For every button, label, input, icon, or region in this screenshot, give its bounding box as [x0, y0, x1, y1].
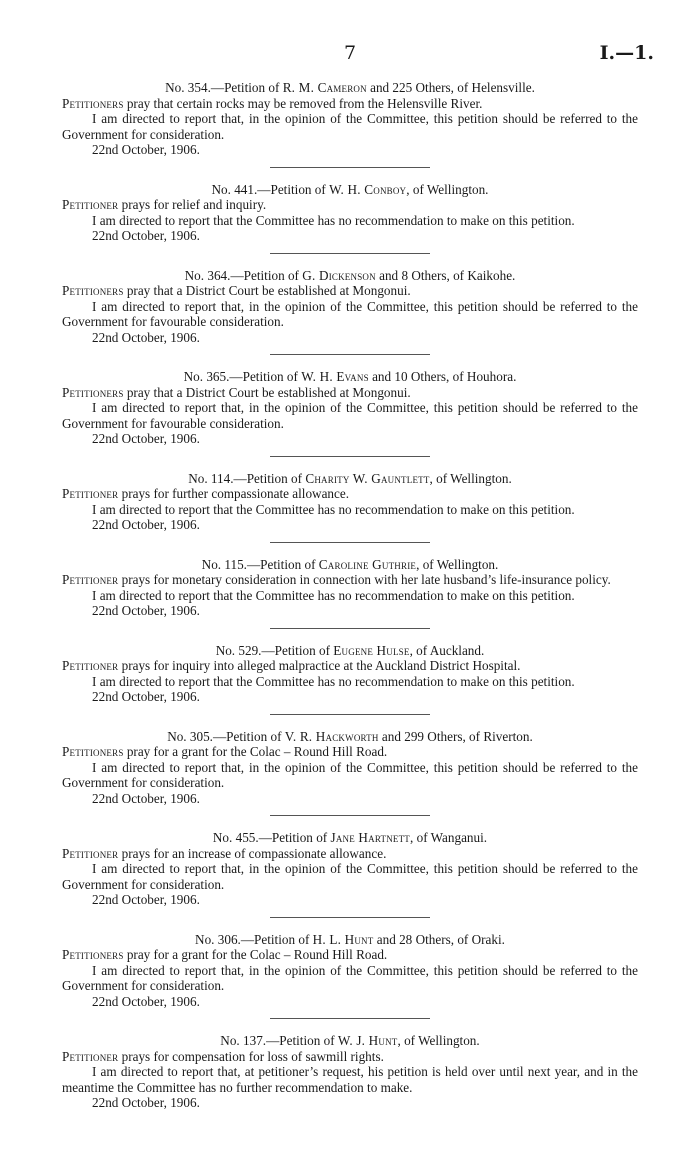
report-date: 22nd October, 1906. — [92, 689, 200, 704]
petition-entry — [62, 182, 638, 254]
petition-origin: , of Wellington. — [416, 556, 499, 572]
petition-entry — [62, 1033, 638, 1111]
committee-report: I am directed to report that the Committee has no recommendation to make on this petition. — [92, 673, 575, 689]
heading-connector: —Petition of — [266, 1033, 338, 1048]
petition-entry — [62, 80, 638, 168]
petition-prayer — [62, 385, 638, 401]
heading-connector: —Petition of — [233, 470, 306, 486]
petitioner-name: Caroline Guthrie — [318, 556, 417, 572]
petition-opening: Petitioners — [62, 384, 124, 400]
petitioner-name: G. Dickenson — [302, 267, 376, 283]
heading-connector: —Petition of — [212, 728, 285, 744]
petition-heading — [62, 557, 638, 573]
petitioner-name: Eugene Hulse — [333, 642, 410, 658]
petition-opening: Petitioner — [62, 197, 119, 212]
petition-heading — [62, 1033, 638, 1049]
report-date: 22nd October, 1906. — [92, 228, 200, 243]
committee-report: I am directed to report that, in the opinion of the Committee, this petition should be referred to the Government for favourable consideration. — [62, 298, 638, 329]
petition-number: No. 529. — [215, 642, 262, 658]
petition-origin: , of Wanganui. — [410, 830, 488, 845]
heading-connector: —Petition of — [229, 369, 302, 384]
petition-number: No. 305. — [167, 728, 213, 744]
petition-prayer — [62, 846, 638, 862]
prayer-text: pray that a District Court be established at Mongonui. — [123, 283, 411, 298]
report-date: 22nd October, 1906. — [92, 142, 200, 157]
separator-rule — [270, 714, 430, 715]
petition-heading — [62, 471, 638, 487]
report-date: 22nd October, 1906. — [92, 790, 200, 806]
petitioner-name: Charity W. Gauntlett — [305, 470, 430, 486]
petition-heading — [62, 268, 638, 284]
petition-origin: and 225 Others, of Helensville. — [366, 80, 535, 95]
prayer-text: pray that certain rocks may be removed from the Helensville River. — [123, 95, 483, 111]
prayer-text: prays for further compassionate allowance. — [118, 486, 350, 501]
document-reference: I.—1. — [599, 42, 654, 64]
petition-prayer — [62, 283, 638, 299]
petition-prayer — [62, 658, 638, 674]
page-number: 7 — [343, 42, 357, 64]
separator-rule — [270, 917, 430, 918]
petition-entry — [62, 268, 638, 356]
petition-entry — [62, 932, 638, 1020]
petition-number: No. 354. — [165, 80, 211, 95]
petition-origin: and 10 Others, of Houhora. — [368, 369, 517, 384]
petitioner-name: W. H. Evans — [301, 369, 369, 384]
report-date: 22nd October, 1906. — [92, 603, 200, 618]
separator-rule — [270, 456, 430, 457]
report-date: 22nd October, 1906. — [92, 517, 200, 532]
petition-number: No. 455. — [212, 830, 259, 845]
report-date: 22nd October, 1906. — [92, 892, 200, 907]
petition-prayer — [62, 96, 638, 112]
petition-opening: Petitioner — [62, 1048, 119, 1064]
report-date: 22nd October, 1906. — [92, 1095, 200, 1110]
petition-heading — [62, 830, 638, 846]
petition-opening: Petitioner — [62, 486, 119, 501]
petition-number: No. 114. — [188, 470, 234, 486]
petition-heading — [62, 80, 638, 96]
petition-heading — [62, 932, 638, 948]
committee-report: I am directed to report that, in the opinion of the Committee, this petition should be referred to the Government for favourable consideration. — [62, 400, 638, 431]
committee-report: I am directed to report that the Committee has no recommendation to make on this petition. — [92, 501, 575, 517]
heading-connector: —Petition of — [246, 556, 319, 572]
heading-connector: —Petition of — [210, 80, 283, 95]
petition-number: No. 365. — [183, 369, 230, 384]
heading-connector: —Petition of — [240, 931, 313, 947]
committee-report: I am directed to report that the Committee has no recommendation to make on this petition. — [92, 212, 575, 228]
petition-entry — [62, 557, 638, 629]
committee-report: I am directed to report that, in the opinion of the Committee, this petition should be referred to the Government for consideration. — [62, 861, 638, 892]
petition-heading — [62, 729, 638, 745]
separator-rule — [270, 1018, 430, 1019]
prayer-text: prays for inquiry into alleged malpractice at the Auckland District Hospital. — [118, 658, 521, 673]
petition-entry — [62, 369, 638, 457]
prayer-text: pray for a grant for the Colac – Round Hill Road. — [123, 744, 388, 759]
heading-connector: —Petition of — [258, 830, 331, 845]
petitioner-name: W. H. Conboy — [329, 181, 407, 197]
petition-prayer — [62, 572, 638, 588]
petition-entry — [62, 471, 638, 543]
petitioner-name: W. J. Hunt — [337, 1033, 398, 1048]
petition-entry — [62, 830, 638, 918]
petitioner-name: R. M. Cameron — [282, 80, 367, 95]
petition-prayer — [62, 744, 638, 760]
separator-rule — [270, 628, 430, 629]
petition-heading — [62, 643, 638, 659]
petition-number: No. 137. — [220, 1033, 267, 1048]
separator-rule — [270, 253, 430, 254]
report-date: 22nd October, 1906. — [92, 329, 200, 345]
separator-rule — [270, 542, 430, 543]
petition-opening: Petitioner — [62, 845, 119, 861]
separator-rule — [270, 167, 430, 168]
page-header — [0, 42, 700, 66]
petitioner-name: H. L. Hunt — [312, 931, 374, 947]
petition-heading — [62, 369, 638, 385]
prayer-text: prays for monetary consideration in connection with her late husband’s life-insurance policy. — [118, 572, 611, 587]
committee-report: I am directed to report that, in the opinion of the Committee, this petition should be referred to the Government for consideration. — [62, 759, 638, 790]
prayer-text: pray that a District Court be established at Mongonui. — [123, 384, 411, 400]
petition-origin: and 299 Others, of Riverton. — [378, 728, 533, 744]
petition-number: No. 364. — [184, 267, 231, 283]
separator-rule — [270, 354, 430, 355]
petition-opening: Petitioners — [62, 744, 124, 759]
petition-list — [62, 80, 638, 1125]
petition-opening: Petitioners — [62, 283, 124, 298]
petitioner-name: Jane Hartnett — [330, 830, 411, 845]
petition-heading — [62, 182, 638, 198]
prayer-text: prays for an increase of compassionate allowance. — [118, 845, 387, 861]
petition-prayer — [62, 197, 638, 213]
report-date: 22nd October, 1906. — [92, 993, 200, 1009]
petition-prayer — [62, 1049, 638, 1065]
petition-number: No. 115. — [201, 556, 247, 572]
report-date: 22nd October, 1906. — [92, 431, 200, 446]
petition-prayer — [62, 947, 638, 963]
petition-origin: , of Wellington. — [429, 470, 512, 486]
petition-origin: and 28 Others, of Oraki. — [373, 931, 505, 947]
petition-entry — [62, 643, 638, 715]
committee-report: I am directed to report that the Committee has no recommendation to make on this petition. — [92, 587, 575, 603]
petition-origin: , of Auckland. — [409, 642, 485, 658]
petition-origin: , of Wellington. — [406, 181, 489, 197]
petition-origin: , of Wellington. — [397, 1033, 480, 1048]
prayer-text: prays for compensation for loss of sawmill rights. — [118, 1048, 384, 1064]
petition-number: No. 441. — [211, 181, 258, 197]
petition-entry — [62, 729, 638, 817]
heading-connector: —Petition of — [257, 181, 330, 197]
petition-opening: Petitioner — [62, 572, 119, 587]
committee-report: I am directed to report that, at petitioner’s request, his petition is held over until next year, and in the meantime the Committee has no further recommendation to make. — [62, 1064, 638, 1095]
petition-opening: Petitioner — [62, 658, 119, 673]
heading-connector: —Petition of — [261, 642, 334, 658]
petition-number: No. 306. — [195, 931, 241, 947]
petition-opening: Petitioners — [62, 947, 124, 962]
petition-opening: Petitioners — [62, 95, 124, 111]
heading-connector: —Petition of — [230, 267, 303, 283]
committee-report: I am directed to report that, in the opinion of the Committee, this petition should be referred to the Government for consideration. — [62, 962, 638, 993]
petition-origin: and 8 Others, of Kaikohe. — [375, 267, 516, 283]
prayer-text: prays for relief and inquiry. — [118, 197, 267, 212]
petition-prayer — [62, 486, 638, 502]
petitioner-name: V. R. Hackworth — [284, 728, 379, 744]
prayer-text: pray for a grant for the Colac – Round Hill Road. — [123, 947, 388, 962]
separator-rule — [270, 815, 430, 816]
committee-report: I am directed to report that, in the opinion of the Committee, this petition should be referred to the Government for consideration. — [62, 111, 638, 142]
